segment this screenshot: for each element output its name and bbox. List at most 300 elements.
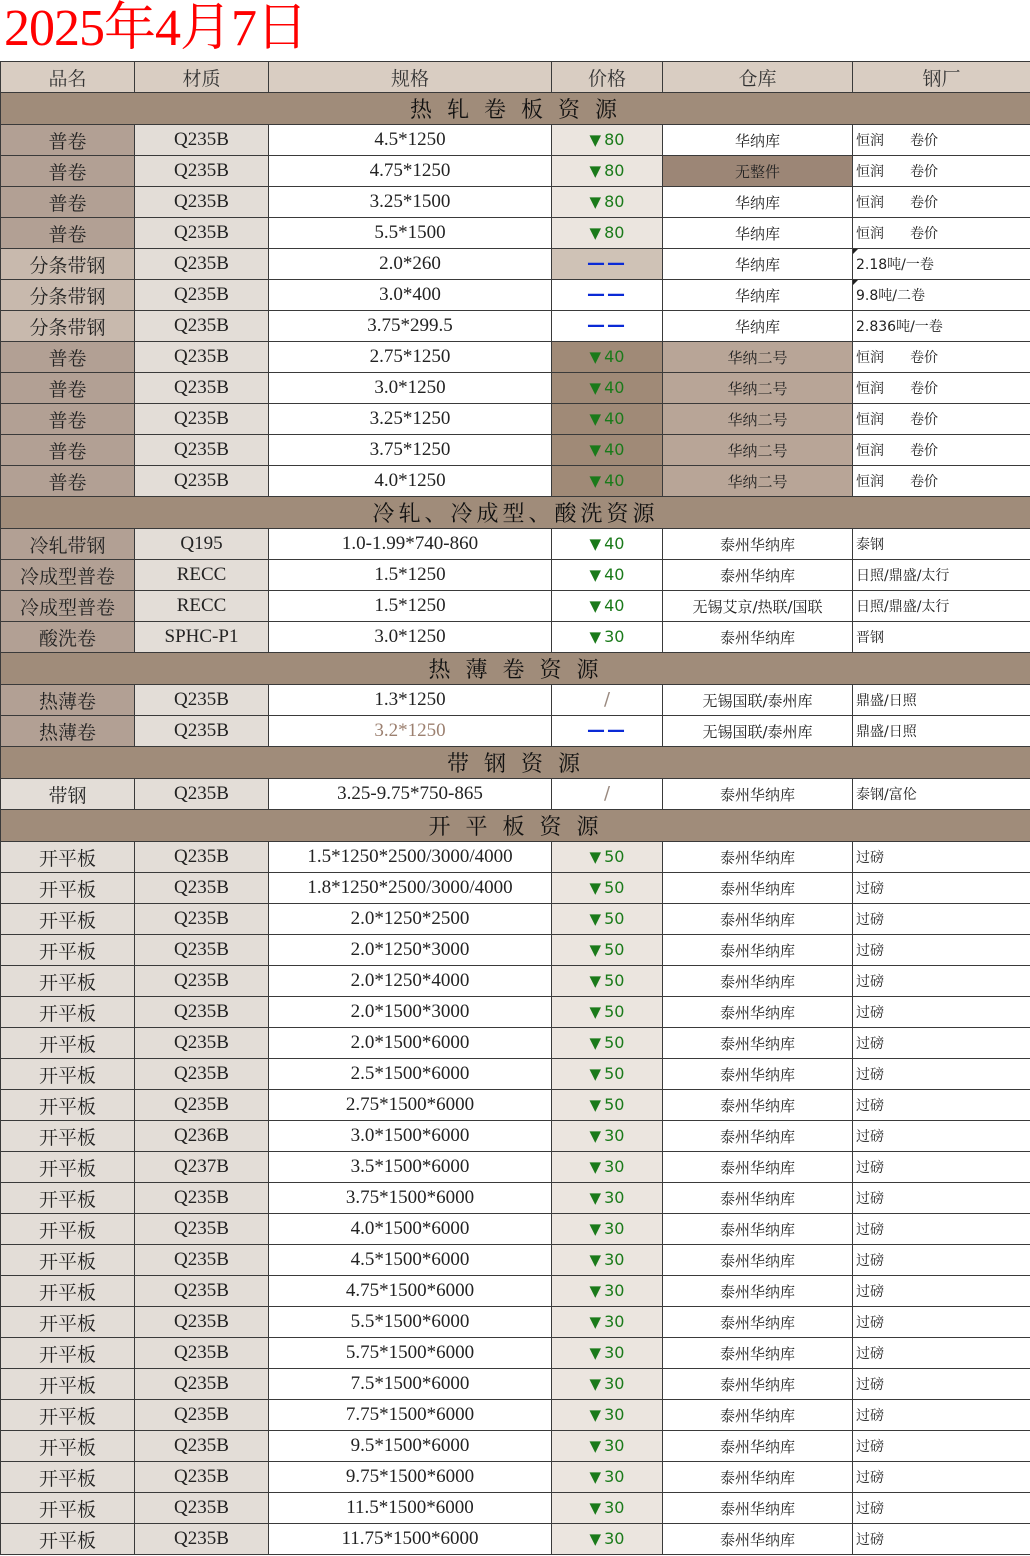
table-row (1, 311, 1030, 342)
price-value: 50 (604, 1033, 625, 1052)
warehouse-cell: 泰州华纳库 (663, 842, 853, 873)
price-cell (552, 1493, 663, 1524)
price-value: 40 (604, 409, 625, 428)
spec-cell: 4.75*1250 (269, 156, 552, 187)
product-name-cell: 开平板 (1, 1524, 135, 1555)
section-header (1, 810, 1030, 842)
table-row (1, 560, 1030, 591)
product-name-cell: 开平板 (1, 873, 135, 904)
material-cell: Q235B (135, 1183, 269, 1214)
price-value: 30 (604, 1405, 625, 1424)
warehouse-cell: 华纳二号 (663, 404, 853, 435)
header-mill: 钢厂 (853, 62, 1030, 93)
material-cell: Q235B (135, 716, 269, 747)
down-arrow-icon: ▼ (589, 1251, 602, 1269)
price-cell (552, 404, 663, 435)
price-value: 30 (604, 1529, 625, 1548)
material-cell: Q237B (135, 1152, 269, 1183)
table-row (1, 622, 1030, 653)
mill-note: 卷价 (910, 195, 938, 211)
product-name-cell: 普卷 (1, 373, 135, 404)
material-cell: Q235B (135, 1338, 269, 1369)
price-value: 50 (604, 971, 625, 990)
warehouse-cell: 泰州华纳库 (663, 1524, 853, 1555)
material-cell: Q235B (135, 466, 269, 497)
price-cell (552, 156, 663, 187)
section-title: 带 钢 资 源 (1, 747, 1030, 779)
warehouse-cell: 泰州华纳库 (663, 1090, 853, 1121)
warehouse-cell: 泰州华纳库 (663, 560, 853, 591)
mill-name: 过磅 (856, 1439, 884, 1455)
product-name-cell: 普卷 (1, 404, 135, 435)
price-value: 40 (604, 440, 625, 459)
page-title: 2025年4月7日 (4, 0, 308, 57)
material-cell: Q235B (135, 1307, 269, 1338)
section-title: 开 平 板 资 源 (1, 810, 1030, 842)
price-cell (552, 311, 663, 342)
spec-cell: 2.75*1500*6000 (269, 1090, 552, 1121)
mill-name: 恒润 (856, 381, 884, 397)
down-arrow-icon: ▼ (589, 1437, 602, 1455)
price-cell (552, 1245, 663, 1276)
mill-name: 过磅 (856, 1067, 884, 1083)
mill-name: 过磅 (856, 850, 884, 866)
mill-cell (853, 842, 1030, 873)
table-row (1, 1493, 1030, 1524)
price-cell (552, 1028, 663, 1059)
material-cell: Q235B (135, 966, 269, 997)
table-row (1, 779, 1030, 810)
down-arrow-icon: ▼ (589, 1530, 602, 1548)
table-row (1, 342, 1030, 373)
table-row (1, 373, 1030, 404)
no-price-dash-icon: —— (587, 315, 627, 336)
table-row (1, 1276, 1030, 1307)
mill-name: 过磅 (856, 1377, 884, 1393)
warehouse-cell: 泰州华纳库 (663, 1400, 853, 1431)
price-cell (552, 904, 663, 935)
mill-cell (853, 591, 1030, 622)
warehouse-cell: 泰州华纳库 (663, 1369, 853, 1400)
product-name-cell: 酸洗卷 (1, 622, 135, 653)
mill-cell (853, 373, 1030, 404)
mill-cell (853, 1369, 1030, 1400)
mill-name: 过磅 (856, 1222, 884, 1238)
price-value: 30 (604, 1219, 625, 1238)
table-row (1, 1183, 1030, 1214)
warehouse-cell: 华纳库 (663, 311, 853, 342)
product-name-cell: 开平板 (1, 1059, 135, 1090)
mill-cell (853, 1183, 1030, 1214)
down-arrow-icon: ▼ (589, 848, 602, 866)
mill-cell (853, 873, 1030, 904)
table-row (1, 435, 1030, 466)
warehouse-cell: 泰州华纳库 (663, 1152, 853, 1183)
product-name-cell: 开平板 (1, 1121, 135, 1152)
price-cell (552, 1152, 663, 1183)
spec-cell: 1.5*1250 (269, 560, 552, 591)
spec-cell: 9.5*1500*6000 (269, 1431, 552, 1462)
product-name-cell: 开平板 (1, 1462, 135, 1493)
table-row (1, 156, 1030, 187)
price-cell (552, 966, 663, 997)
price-cell (552, 622, 663, 653)
material-cell: Q235B (135, 842, 269, 873)
product-name-cell: 热薄卷 (1, 716, 135, 747)
warehouse-cell: 泰州华纳库 (663, 1307, 853, 1338)
product-name-cell: 开平板 (1, 966, 135, 997)
product-name-cell: 冷成型普卷 (1, 560, 135, 591)
product-name-cell: 开平板 (1, 997, 135, 1028)
warehouse-cell: 泰州华纳库 (663, 1493, 853, 1524)
header-name: 品名 (1, 62, 135, 93)
section-title: 冷轧、冷成型、酸洗资源 (1, 497, 1030, 529)
mill-name: 过磅 (856, 1098, 884, 1114)
mill-name: 过磅 (856, 1470, 884, 1486)
material-cell: SPHC-P1 (135, 622, 269, 653)
mill-name: 日照/鼎盛/太行 (856, 568, 950, 584)
price-cell (552, 560, 663, 591)
section-title: 热 轧 卷 板 资 源 (1, 93, 1030, 125)
price-cell (552, 591, 663, 622)
spec-cell: 3.75*299.5 (269, 311, 552, 342)
mill-name: 过磅 (856, 1284, 884, 1300)
price-value: 50 (604, 940, 625, 959)
mill-name: 恒润 (856, 195, 884, 211)
mill-cell (853, 779, 1030, 810)
down-arrow-icon: ▼ (589, 597, 602, 615)
mill-cell (853, 435, 1030, 466)
product-name-cell: 开平板 (1, 1400, 135, 1431)
mill-cell (853, 1493, 1030, 1524)
mill-cell (853, 1090, 1030, 1121)
warehouse-cell: 华纳库 (663, 125, 853, 156)
price-value: 30 (604, 1467, 625, 1486)
price-cell (552, 218, 663, 249)
warehouse-cell: 无整件 (663, 156, 853, 187)
mill-name: 恒润 (856, 474, 884, 490)
spec-cell: 2.0*1250*4000 (269, 966, 552, 997)
down-arrow-icon: ▼ (589, 224, 602, 242)
spec-cell: 4.5*1250 (269, 125, 552, 156)
down-arrow-icon: ▼ (589, 910, 602, 928)
material-cell: Q235B (135, 1431, 269, 1462)
down-arrow-icon: ▼ (589, 879, 602, 897)
material-cell: Q235B (135, 873, 269, 904)
spec-cell: 2.0*1250*2500 (269, 904, 552, 935)
material-cell: Q235B (135, 1276, 269, 1307)
material-cell: Q235B (135, 1462, 269, 1493)
spec-cell: 1.8*1250*2500/3000/4000 (269, 873, 552, 904)
price-value: 80 (604, 192, 625, 211)
mill-name: 过磅 (856, 1315, 884, 1331)
mill-cell (853, 125, 1030, 156)
product-name-cell: 冷轧带钢 (1, 529, 135, 560)
down-arrow-icon: ▼ (589, 1003, 602, 1021)
mill-cell (853, 529, 1030, 560)
price-cell (552, 529, 663, 560)
spec-cell: 2.0*1250*3000 (269, 935, 552, 966)
mill-cell (853, 966, 1030, 997)
material-cell: Q235B (135, 404, 269, 435)
spec-cell: 3.75*1500*6000 (269, 1183, 552, 1214)
price-value: 40 (604, 565, 625, 584)
price-table (0, 61, 1030, 1555)
down-arrow-icon: ▼ (589, 941, 602, 959)
price-cell (552, 1400, 663, 1431)
table-row (1, 1245, 1030, 1276)
spec-cell: 3.25*1250 (269, 404, 552, 435)
product-name-cell: 分条带钢 (1, 280, 135, 311)
price-value: 30 (604, 627, 625, 646)
warehouse-cell: 泰州华纳库 (663, 1338, 853, 1369)
down-arrow-icon: ▼ (589, 1344, 602, 1362)
mill-name: 过磅 (856, 1129, 884, 1145)
warehouse-cell: 泰州华纳库 (663, 935, 853, 966)
spec-cell: 11.75*1500*6000 (269, 1524, 552, 1555)
mill-cell (853, 1400, 1030, 1431)
product-name-cell: 普卷 (1, 466, 135, 497)
price-value: 30 (604, 1312, 625, 1331)
mill-note: 卷价 (910, 350, 938, 366)
table-row (1, 1338, 1030, 1369)
mill-name: 过磅 (856, 1036, 884, 1052)
mill-name: 恒润 (856, 133, 884, 149)
price-cell (552, 342, 663, 373)
price-value: 30 (604, 1250, 625, 1269)
material-cell: Q235B (135, 311, 269, 342)
spec-cell: 1.0-1.99*740-860 (269, 529, 552, 560)
price-value: 40 (604, 347, 625, 366)
mill-name: 晋钢 (856, 630, 884, 646)
product-name-cell: 冷成型普卷 (1, 591, 135, 622)
material-cell: RECC (135, 560, 269, 591)
mill-name: 过磅 (856, 881, 884, 897)
material-cell: Q235B (135, 218, 269, 249)
down-arrow-icon: ▼ (589, 1158, 602, 1176)
warehouse-cell: 泰州华纳库 (663, 622, 853, 653)
table-row (1, 404, 1030, 435)
warehouse-cell: 泰州华纳库 (663, 1214, 853, 1245)
product-name-cell: 普卷 (1, 187, 135, 218)
product-name-cell: 开平板 (1, 1028, 135, 1059)
warehouse-cell: 泰州华纳库 (663, 873, 853, 904)
price-cell (552, 1090, 663, 1121)
spec-cell: 3.0*1250 (269, 622, 552, 653)
header-material: 材质 (135, 62, 269, 93)
product-name-cell: 开平板 (1, 1245, 135, 1276)
table-row (1, 997, 1030, 1028)
product-name-cell: 开平板 (1, 1493, 135, 1524)
down-arrow-icon: ▼ (589, 972, 602, 990)
product-name-cell: 开平板 (1, 904, 135, 935)
spec-cell: 5.75*1500*6000 (269, 1338, 552, 1369)
price-value: 30 (604, 1126, 625, 1145)
mill-cell (853, 935, 1030, 966)
table-row (1, 935, 1030, 966)
mill-name: 泰钢/富伦 (856, 787, 917, 803)
warehouse-cell: 华纳二号 (663, 435, 853, 466)
no-price-dash-icon: —— (587, 284, 627, 305)
table-row (1, 591, 1030, 622)
price-table-body (1, 62, 1030, 1555)
down-arrow-icon: ▼ (589, 1375, 602, 1393)
warehouse-cell: 泰州华纳库 (663, 1431, 853, 1462)
mill-note: 卷价 (910, 164, 938, 180)
no-price-dash-icon: —— (587, 720, 627, 741)
product-name-cell: 开平板 (1, 842, 135, 873)
product-name-cell: 开平板 (1, 1090, 135, 1121)
section-header (1, 653, 1030, 685)
mill-name: 日照/鼎盛/太行 (856, 599, 950, 615)
price-cell (552, 249, 663, 280)
down-arrow-icon: ▼ (589, 162, 602, 180)
mill-name: 鼎盛/日照 (856, 724, 917, 740)
material-cell: Q195 (135, 529, 269, 560)
mill-cell (853, 622, 1030, 653)
mill-name: 过磅 (856, 1346, 884, 1362)
price-cell (552, 1121, 663, 1152)
price-value: 80 (604, 161, 625, 180)
material-cell: Q235B (135, 1059, 269, 1090)
product-name-cell: 开平板 (1, 1307, 135, 1338)
down-arrow-icon: ▼ (589, 472, 602, 490)
price-cell (552, 1524, 663, 1555)
material-cell: Q235B (135, 1493, 269, 1524)
product-name-cell: 普卷 (1, 125, 135, 156)
price-cell (552, 1183, 663, 1214)
mill-note: 卷价 (910, 226, 938, 242)
table-row (1, 529, 1030, 560)
mill-name: 恒润 (856, 443, 884, 459)
down-arrow-icon: ▼ (589, 566, 602, 584)
warehouse-cell: 泰州华纳库 (663, 779, 853, 810)
price-value: 50 (604, 1095, 625, 1114)
product-name-cell: 开平板 (1, 1152, 135, 1183)
material-cell: Q236B (135, 1121, 269, 1152)
price-value: 40 (604, 471, 625, 490)
mill-note: 卷价 (910, 474, 938, 490)
table-row (1, 1307, 1030, 1338)
spec-cell: 2.0*1500*6000 (269, 1028, 552, 1059)
comment-marker-icon (853, 249, 858, 254)
price-value: 30 (604, 1157, 625, 1176)
product-name-cell: 开平板 (1, 935, 135, 966)
down-arrow-icon: ▼ (589, 1065, 602, 1083)
down-arrow-icon: ▼ (589, 379, 602, 397)
price-cell (552, 873, 663, 904)
product-name-cell: 开平板 (1, 1214, 135, 1245)
spec-cell: 1.5*1250*2500/3000/4000 (269, 842, 552, 873)
price-value: 40 (604, 378, 625, 397)
price-value: 80 (604, 130, 625, 149)
table-row (1, 1121, 1030, 1152)
price-value: 30 (604, 1374, 625, 1393)
mill-cell (853, 1152, 1030, 1183)
material-cell: Q235B (135, 156, 269, 187)
mill-cell (853, 1338, 1030, 1369)
table-row (1, 1059, 1030, 1090)
product-name-cell: 开平板 (1, 1431, 135, 1462)
mill-name: 鼎盛/日照 (856, 693, 917, 709)
table-row (1, 716, 1030, 747)
price-slash: / (603, 689, 611, 710)
down-arrow-icon: ▼ (589, 628, 602, 646)
price-value: 50 (604, 1002, 625, 1021)
spec-cell: 4.0*1250 (269, 466, 552, 497)
comment-marker-icon (853, 280, 858, 285)
material-cell: Q235B (135, 373, 269, 404)
warehouse-cell: 华纳库 (663, 280, 853, 311)
table-row (1, 1369, 1030, 1400)
spec-cell: 3.5*1500*6000 (269, 1152, 552, 1183)
mill-name: 2.18吨/一卷 (856, 257, 934, 273)
down-arrow-icon: ▼ (589, 1313, 602, 1331)
product-name-cell: 开平板 (1, 1183, 135, 1214)
price-cell (552, 685, 663, 716)
table-row (1, 1152, 1030, 1183)
material-cell: Q235B (135, 904, 269, 935)
table-row (1, 1431, 1030, 1462)
table-row (1, 1400, 1030, 1431)
spec-cell: 3.0*1250 (269, 373, 552, 404)
section-header (1, 93, 1030, 125)
warehouse-cell: 无锡国联/泰州库 (663, 716, 853, 747)
down-arrow-icon: ▼ (589, 535, 602, 553)
material-cell: Q235B (135, 187, 269, 218)
header-row (1, 62, 1030, 93)
product-name-cell: 普卷 (1, 342, 135, 373)
header-warehouse: 仓库 (663, 62, 853, 93)
mill-cell (853, 342, 1030, 373)
spec-cell: 4.5*1500*6000 (269, 1245, 552, 1276)
spec-cell: 3.25-9.75*750-865 (269, 779, 552, 810)
price-value: 30 (604, 1188, 625, 1207)
mill-cell (853, 404, 1030, 435)
mill-name: 过磅 (856, 943, 884, 959)
mill-name: 过磅 (856, 974, 884, 990)
warehouse-cell: 无锡国联/泰州库 (663, 685, 853, 716)
spec-cell: 7.75*1500*6000 (269, 1400, 552, 1431)
price-value: 50 (604, 847, 625, 866)
mill-name: 过磅 (856, 1501, 884, 1517)
price-cell (552, 779, 663, 810)
mill-name: 恒润 (856, 350, 884, 366)
mill-cell (853, 466, 1030, 497)
mill-name: 9.8吨/二卷 (856, 288, 925, 304)
mill-name: 过磅 (856, 1160, 884, 1176)
material-cell: Q235B (135, 685, 269, 716)
price-cell (552, 435, 663, 466)
price-cell (552, 280, 663, 311)
price-cell (552, 1462, 663, 1493)
mill-cell (853, 311, 1030, 342)
price-cell (552, 1338, 663, 1369)
material-cell: Q235B (135, 1214, 269, 1245)
material-cell: Q235B (135, 280, 269, 311)
material-cell: Q235B (135, 779, 269, 810)
price-value: 30 (604, 1498, 625, 1517)
warehouse-cell: 泰州华纳库 (663, 1028, 853, 1059)
product-name-cell: 开平板 (1, 1338, 135, 1369)
table-row (1, 966, 1030, 997)
price-cell (552, 1059, 663, 1090)
material-cell: Q235B (135, 342, 269, 373)
mill-cell (853, 560, 1030, 591)
down-arrow-icon: ▼ (589, 1468, 602, 1486)
product-name-cell: 分条带钢 (1, 311, 135, 342)
warehouse-cell: 泰州华纳库 (663, 1121, 853, 1152)
